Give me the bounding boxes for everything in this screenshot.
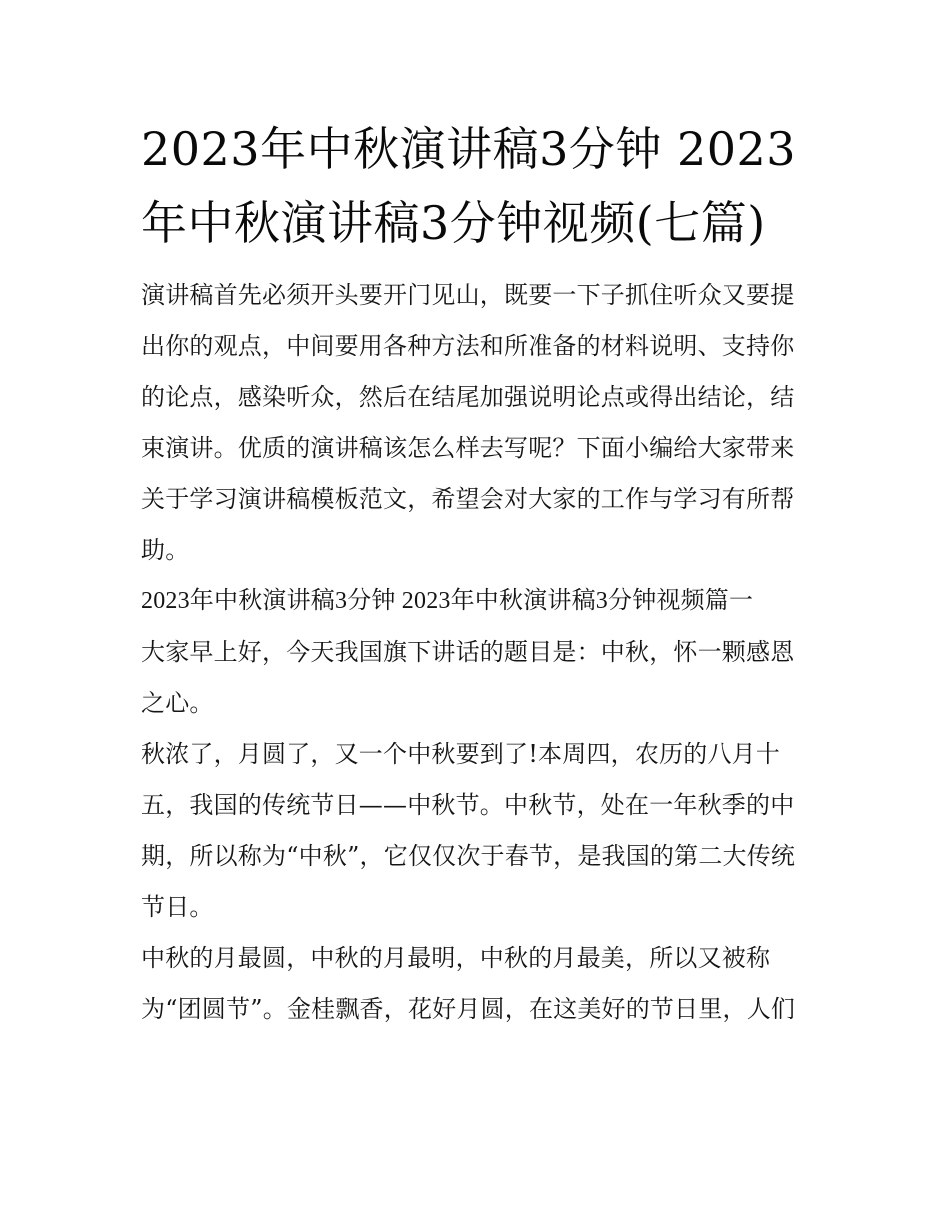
section-heading: 2023年中秋演讲稿3分钟 2023年中秋演讲稿3分钟视频篇一 — [141, 588, 754, 614]
body-paragraph: 秋浓了，月圆了，又一个中秋要到了!本周四，农历的八月十五，我国的传统节日——中秋节。中秋节，处在一年秋季的中期，所以称为“中秋”，它仅仅次于春节，是我国的第二大传统节日。 — [141, 740, 796, 921]
intro-paragraph: 演讲稿首先必须开头要开门见山，既要一下子抓住听众又要提出你的观点，中间要用各种方法和所准备的材料说明、支持你的论点，感染听众，然后在结尾加强说明论点或得出结论，结束演讲。优质的演讲稿该怎么样去写呢？下面小编给大家带来关于学习演讲稿模板范文，希望会对大家的工作与学习有所帮助。 — [141, 281, 795, 564]
greeting-paragraph: 大家早上好，今天我国旗下讲话的题目是：中秋，怀一颗感恩之心。 — [141, 638, 795, 717]
document-body — [141, 270, 813, 1035]
document-title: 2023年中秋演讲稿3分钟 2023年中秋演讲稿3分钟视频(七篇) — [141, 122, 797, 250]
body-paragraph: 中秋的月最圆，中秋的月最明，中秋的月最美，所以又被称为“团圆节”。金桂飘香，花好月圆，在这美好的节日里，人们 — [141, 944, 796, 1023]
document-page — [141, 112, 813, 1035]
